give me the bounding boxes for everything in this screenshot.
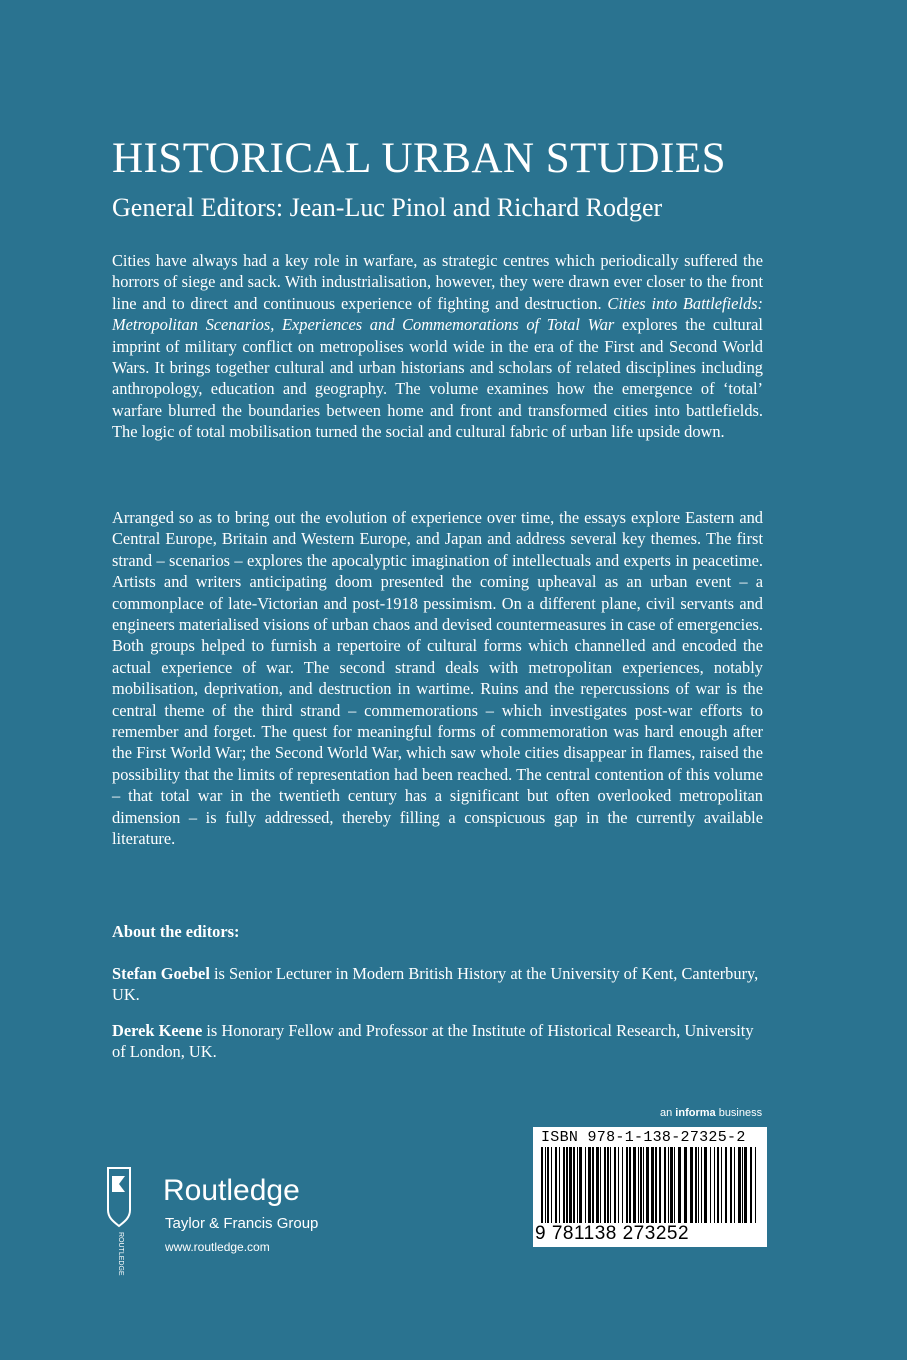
barcode-bar [714, 1147, 715, 1223]
barcode-bar [678, 1147, 681, 1223]
isbn-label: ISBN 978-1-138-27325-2 [541, 1129, 746, 1146]
barcode-bar [607, 1147, 609, 1223]
barcode-bar [579, 1147, 582, 1223]
barcode-bar [545, 1147, 546, 1223]
barcode-bars [541, 1147, 759, 1223]
barcode-bar [638, 1147, 639, 1223]
routledge-logo-icon [106, 1166, 132, 1276]
blurb-paragraph-1 [112, 250, 763, 443]
editor-name: Derek Keene [112, 1021, 203, 1040]
barcode-bar [633, 1147, 636, 1223]
blurb-text: explores the cultural imprint of military conflict on metropolises world wide in the era of the First and Second World Wars. It brings together cultural and urban historians and scholars of related disciplines including anthropology, education and geography. The volume examines how the emergence of ‘total’ warfare blurred the boundaries between home and front and transformed cities into battlefields. The logic of total mobilisation turned the social and cultural fabric of urban life upside down. [112, 315, 763, 442]
barcode-bar [730, 1147, 732, 1223]
barcode-bar [742, 1147, 743, 1223]
about-editors-heading: About the editors: [112, 922, 240, 941]
barcode-bar [744, 1147, 747, 1223]
barcode-bar [555, 1147, 557, 1223]
barcode-bar [698, 1147, 699, 1223]
barcode-bar [604, 1147, 606, 1223]
barcode-bar [668, 1147, 669, 1223]
barcode-bar [659, 1147, 661, 1223]
barcode-bar [569, 1147, 572, 1223]
barcode-bar [622, 1147, 623, 1223]
series-editors: General Editors: Jean-Luc Pinol and Richard Rodger [112, 193, 663, 222]
editor-bio [112, 963, 763, 1006]
barcode-bar [655, 1147, 657, 1223]
barcode-bar [629, 1147, 631, 1223]
editor-bio [112, 1020, 763, 1063]
barcode-bar [684, 1147, 687, 1223]
barcode-bar [701, 1147, 702, 1223]
informa-brand: informa [675, 1107, 716, 1119]
barcode-bar [618, 1147, 619, 1223]
barcode-bar [577, 1147, 578, 1223]
barcode-bar [585, 1147, 586, 1223]
barcode-bar [674, 1147, 675, 1223]
barcode-bar [646, 1147, 649, 1223]
editor-description: is Honorary Fellow and Professor at the Institute of Historical Research, University of London, UK. [112, 1021, 754, 1062]
barcode-bar [750, 1147, 752, 1223]
informa-business-tagline: an informa business [660, 1107, 763, 1119]
barcode-bar [725, 1147, 727, 1223]
barcode-bar [626, 1147, 628, 1223]
barcode-bar [670, 1147, 673, 1223]
barcode-bar [651, 1147, 654, 1223]
barcode-bar [695, 1147, 697, 1223]
barcode-bar [610, 1147, 611, 1223]
barcode-bar [664, 1147, 666, 1223]
publisher-group: Taylor & Francis Group [165, 1215, 319, 1232]
blurb-text: Cities have always had a key role in warfare, as strategic centres which periodically suffered the horrors of siege and sack. With industrialisation, however, they were drawn ever closer to the front line and to direct and continuous experience of fighting and destruction. [112, 251, 763, 313]
routledge-logo-lettering: ROUTLEDGE [117, 1232, 124, 1276]
isbn-barcode [533, 1127, 767, 1247]
barcode-bar [643, 1147, 644, 1223]
book-title: Cities into Battlefields: Metropolitan Scenarios, Experiences and Commemorations of Total War [112, 293, 763, 335]
barcode-bar [596, 1147, 599, 1223]
barcode-bar [734, 1147, 735, 1223]
barcode-bar [563, 1147, 565, 1223]
barcode-bar [717, 1147, 719, 1223]
barcode-bar [600, 1147, 601, 1223]
blurb-paragraph-2: Arranged so as to bring out the evolution of experience over time, the essays explore Eastern and Central Europe, Britain and Western Europe, and Japan and address several key themes. The first strand – scenarios – explores the apocalyptic imagination of intellectuals and experts in peacetime. Artists and writers anticipating doom presented the coming upheaval as an urban event – a commonplace of late-Victorian and post-1918 pessimism. On a different plane, civil servants and engineers materialised visions of urban chaos and devised countermeasures in case of emergencies. Both groups helped to furnish a repertoire of cultural forms which channelled and encoded the actual experience of war. The second strand deals with metropolitan experiences, notably mobilisation, deprivation, and destruction in wartime. Ruins and the repercussions of war is the central theme of the third strand – commemorations – which investigates post-war efforts to remember and forget. The quest for meaningful forms of commemoration was hard enough after the First World War; the Second World War, which saw whole cities disappear in flames, raised the possibility that the limits of representation had been reached. The central contention of this volume – that total war in the twentieth century has a significant but often overlooked metropolitan dimension – is fully addressed, thereby filling a conspicuous gap in the currently available literature. [112, 508, 763, 849]
ean-digits: 9 781138 273252 [535, 1223, 690, 1244]
barcode-bar [755, 1147, 756, 1223]
barcode-bar [588, 1147, 591, 1223]
series-title: HISTORICAL URBAN STUDIES [112, 135, 727, 182]
barcode-bar [547, 1147, 549, 1223]
barcode-bar [566, 1147, 568, 1223]
barcode-bar [690, 1147, 693, 1223]
editor-description: is Senior Lecturer in Modern British History at the University of Kent, Canterbury, UK. [112, 964, 759, 1005]
barcode-bar [559, 1147, 560, 1223]
barcode-bar [614, 1147, 616, 1223]
barcode-bar [640, 1147, 642, 1223]
publisher-url: www.routledge.com [165, 1240, 270, 1254]
barcode-bar [710, 1147, 711, 1223]
barcode-bar [704, 1147, 707, 1223]
barcode-bar [573, 1147, 575, 1223]
barcode-bar [738, 1147, 741, 1223]
barcode-bar [721, 1147, 722, 1223]
barcode-bar [551, 1147, 552, 1223]
publisher-name: Routledge [163, 1174, 300, 1207]
barcode-bar [592, 1147, 594, 1223]
editor-name: Stefan Goebel [112, 964, 210, 983]
barcode-bar [541, 1147, 543, 1223]
